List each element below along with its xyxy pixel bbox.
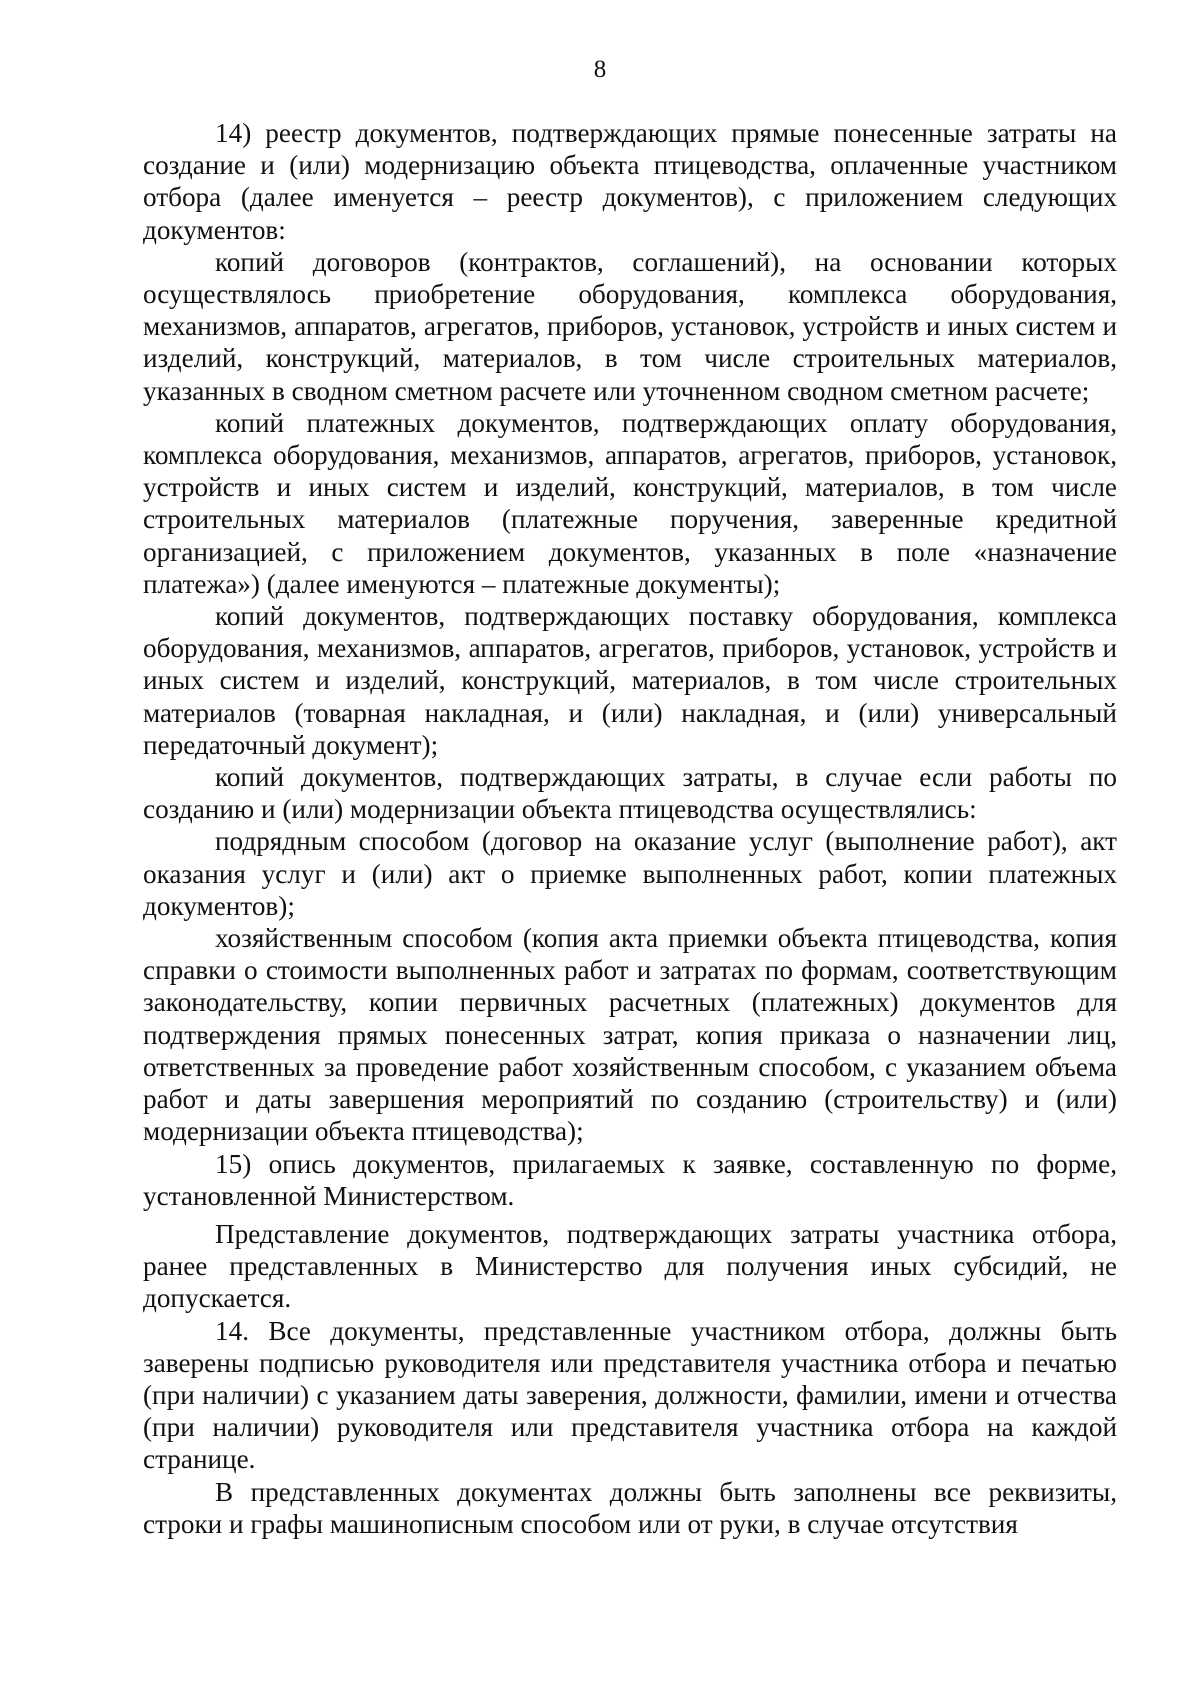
- paragraph-item-14-registry: 14) реестр документов, подтверждающих прямые понесенные затраты на создание и (или) модернизацию объекта птицеводства, оплаченные участником отбора (далее именуется – реестр документов), с приложением следующих документов:: [143, 118, 1117, 245]
- paragraph-contract-method: подрядным способом (договор на оказание услуг (выполнение работ), акт оказания услуг и (или) акт о приемке выполненных работ, копии платежных документов);: [143, 826, 1117, 921]
- paragraph-contracts-copies: копий договоров (контрактов, соглашений), на основании которых осуществлялось приобретение оборудования, комплекса оборудования, механизмов, аппаратов, агрегатов, приборов, установок, устройств и иных систем и изделий, конструкций, материалов, в том числе строительных материалов, указанных в сводном сметном расчете или уточненном сводном сметном расчете;: [143, 246, 1117, 406]
- paragraph-requisites: В представленных документах должны быть заполнены все реквизиты, строки и графы машинописным способом или от руки, в случае отсутствия: [143, 1476, 1117, 1539]
- paragraph-item-15-inventory: 15) опись документов, прилагаемых к заявке, составленную по форме, установленной Министерством.: [143, 1148, 1117, 1211]
- paragraph-item-14-certification: 14. Все документы, представленные участником отбора, должны быть заверены подписью руководителя или представителя участника отбора и печатью (при наличии) с указанием даты заверения, должности, фамилии, имени и отчества (при наличии) руководителя или представителя участника отбора на каждой странице.: [143, 1315, 1117, 1475]
- paragraph-economic-method: хозяйственным способом (копия акта приемки объекта птицеводства, копия справки о стоимости выполненных работ и затратах по формам, соответствующим законодательству, копии первичных расчетных (платежных) документов для подтверждения прямых понесенных затрат, копия приказа о назначении лиц, ответственных за проведение работ хозяйственным способом, с указанием объема работ и даты завершения мероприятий по созданию (строительству) и (или) модернизации объекта птицеводства);: [143, 923, 1117, 1147]
- paragraph-prior-documents: Представление документов, подтверждающих затраты участника отбора, ранее представленных в Министерство для получения иных субсидий, не допускается.: [143, 1218, 1117, 1314]
- paragraph-cost-documents: копий документов, подтверждающих затраты, в случае если работы по созданию и (или) модернизации объекта птицеводства осуществлялись:: [143, 762, 1117, 825]
- paragraph-payment-documents: копий платежных документов, подтверждающих оплату оборудования, комплекса оборудования, механизмов, аппаратов, агрегатов, приборов, установок, устройств и иных систем и изделий, конструкций, материалов, в том числе строительных материалов (платежные поручения, заверенные кредитной организацией, с приложением документов, указанных в поле «назначение платежа») (далее именуются – платежные документы);: [143, 407, 1117, 599]
- paragraph-delivery-documents: копий документов, подтверждающих поставку оборудования, комплекса оборудования, механизмов, аппаратов, агрегатов, приборов, установок, устройств и иных систем и изделий, конструкций, материалов, в том числе строительных материалов (товарная накладная, и (или) накладная, и (или) универсальный передаточный документ);: [143, 601, 1117, 760]
- document-body: [143, 117, 1117, 1540]
- page-number: 8: [593, 56, 607, 83]
